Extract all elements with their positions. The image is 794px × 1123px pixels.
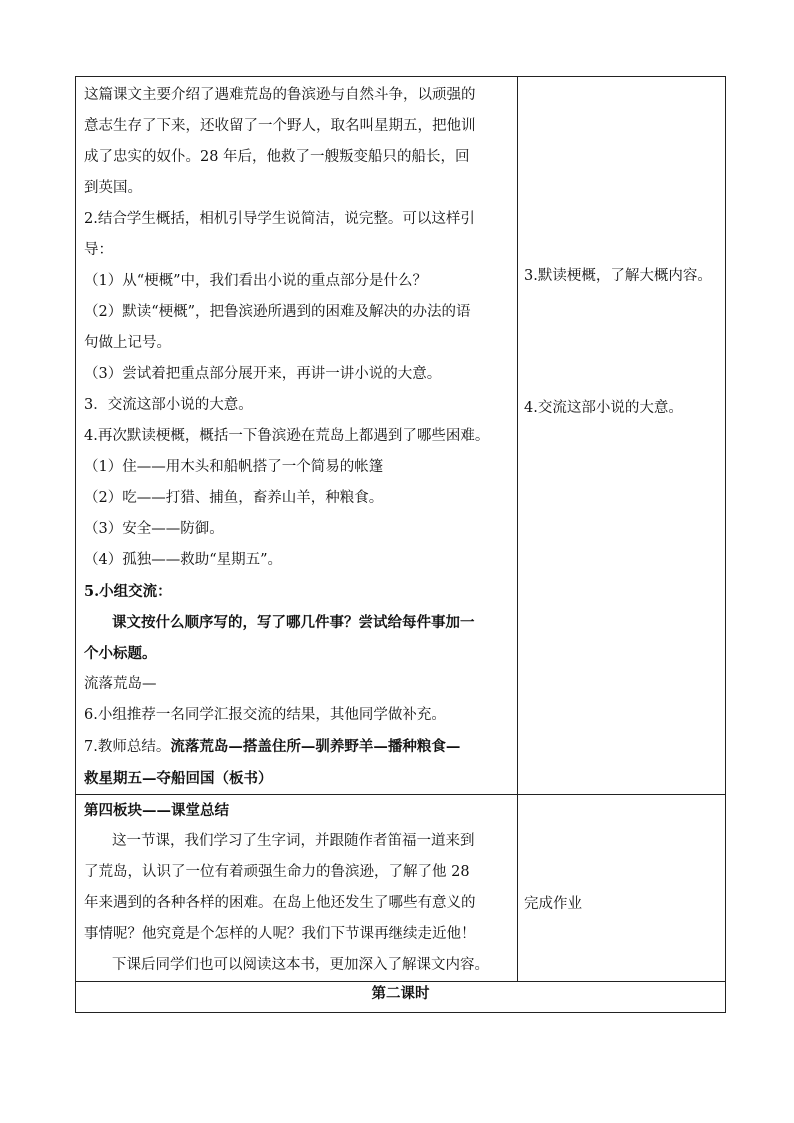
- text-line: 了荒岛，认识了一位有着顽强生命力的鲁滨逊，了解了他 28: [84, 864, 470, 880]
- bold-question-line: 个小标题。: [84, 645, 157, 662]
- text-line: 流落荒岛—: [84, 676, 157, 692]
- table-row: [76, 77, 726, 795]
- summary-label: 7.教师总结。: [84, 739, 171, 755]
- text-line: 4.再次默读梗概，概括一下鲁滨逊在荒岛上都遇到了哪些困难。: [84, 428, 490, 444]
- homework-note: 完成作业: [524, 896, 582, 912]
- text-line: 这篇课文主要介绍了遇难荒岛的鲁滨逊与自然斗争，以顽强的: [84, 87, 476, 103]
- student-activity-note: 3.默读梗概，了解大概内容。: [524, 268, 712, 284]
- student-activity-note: 4.交流这部小说的大意。: [524, 400, 683, 416]
- text-line: （3）安全——防御。: [84, 521, 224, 537]
- text-line: （2）默读“梗概”，把鲁滨逊所遇到的困难及解决的办法的语: [84, 304, 471, 320]
- text-line: 3．交流这部小说的大意。: [84, 397, 253, 413]
- text-line: （4）孤独——救助“星期五”。: [84, 552, 283, 568]
- teacher-activities-cell: [76, 77, 518, 795]
- homework-cell: [518, 795, 726, 982]
- section-heading: 第四板块——课堂总结: [84, 802, 229, 819]
- board-writing: 流落荒岛—搭盖住所—驯养野羊—播种粮食—: [170, 738, 461, 755]
- text-line: 6.小组推荐一名同学汇报交流的结果，其他同学做补充。: [84, 707, 446, 723]
- text-line: （1）住——用木头和船帆搭了一个简易的帐篷: [84, 459, 384, 475]
- text-line: 事情呢？他究竟是个怎样的人呢？我们下节课再继续走近他！: [84, 926, 476, 942]
- text-line: 年来遇到的各种各样的困难。在岛上他还发生了哪些有意义的: [84, 895, 476, 911]
- text-line: 到英国。: [84, 180, 142, 196]
- text-line: 成了忠实的奴仆。28 年后，他救了一艘叛变船只的船长，回: [84, 149, 470, 165]
- table-row: [76, 982, 726, 1013]
- bold-question-line: 课文按什么顺序写的，写了哪几件事？尝试给每件事加一: [112, 614, 475, 631]
- text-line: 句做上记号。: [84, 335, 171, 351]
- text-line: （2）吃——打猎、捕鱼，畜养山羊，种粮食。: [84, 490, 384, 506]
- text-line: 导：: [84, 242, 113, 258]
- text-line: （1）从“梗概”中，我们看出小说的重点部分是什么？: [84, 273, 428, 289]
- summary-section-cell: [76, 795, 518, 982]
- board-writing-line: 救星期五—夺船回国（板书）: [84, 770, 273, 787]
- second-lesson-title: 第二课时: [76, 982, 726, 1013]
- teacher-summary-line: [76, 731, 517, 763]
- text-line: 2.结合学生概括，相机引导学生说简洁，说完整。可以这样引: [84, 211, 475, 227]
- text-line: 意志生存了下来，还收留了一个野人，取名叫星期五，把他训: [84, 118, 476, 134]
- table-row: [76, 795, 726, 982]
- text-line: （3）尝试着把重点部分展开来，再讲一讲小说的大意。: [84, 366, 442, 382]
- text-line: 下课后同学们也可以阅读这本书，更加深入了解课文内容。: [112, 957, 489, 973]
- student-activities-cell: [518, 77, 726, 795]
- text-line: 这一节课，我们学习了生字词，并跟随作者笛福一道来到: [112, 833, 475, 849]
- lesson-plan-table: [75, 76, 726, 1013]
- group-discussion-heading: 5.小组交流：: [84, 583, 172, 600]
